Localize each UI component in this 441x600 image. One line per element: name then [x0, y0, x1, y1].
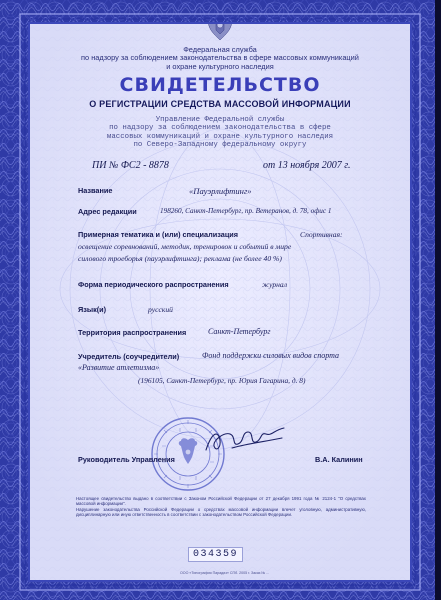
printing-note: ООО «Типография Парадиз» СПб. 2005 г. Заказ № ... — [180, 571, 270, 575]
territory-label: Территория распространения — [78, 328, 187, 337]
signature-icon — [202, 424, 288, 460]
address-value: 198260, Санкт-Петербург, пр. Ветеранов, д. 78, офис 1 — [160, 207, 332, 215]
certificate-body — [30, 24, 410, 580]
legal-notice-2: Нарушение законодательства Российской Федерации о средствах массовой информации влечет уголовную, административную, дисциплинарную или иную ответственность в соответствии с законодательством Российской Федерации. — [76, 506, 366, 518]
legal-notice — [76, 496, 366, 518]
topic-value-2: освещение соревнований, методик, тренировок и событий в мире — [78, 242, 292, 251]
serial-number: 034359 — [188, 547, 243, 562]
department-line-4: по Северо-Западному федеральному округу — [133, 141, 307, 150]
founder-value-2: «Развитие атлетизма» — [78, 363, 160, 372]
authority-line-2: по надзору за соблюдением законодательства в сфере массовых коммуникаций — [81, 53, 359, 63]
department-line-3: массовых коммуникаций и охране культурного наследия — [106, 132, 334, 141]
eagle-emblem-icon — [201, 24, 239, 44]
department-line-1: Управление Федеральной службы — [155, 116, 285, 124]
topic-label: Примерная тематика и (или) специализация — [78, 230, 239, 239]
document-subtitle: О РЕГИСТРАЦИИ СРЕДСТВА МАССОВОЙ ИНФОРМАЦИИ — [89, 99, 351, 109]
signatory-name: В.А. Калинин — [315, 455, 363, 464]
issuing-authority — [30, 46, 410, 71]
department-line-2: по надзору за соблюдением законодательства в сфере — [109, 124, 331, 133]
topic-value-1: Спортивная: — [300, 230, 343, 239]
address-label: Адрес редакции — [78, 207, 137, 216]
form-value: журнал — [262, 280, 288, 289]
signatory-role: Руководитель Управления — [78, 455, 175, 464]
founder-value-3: (196105, Санкт-Петербург, пр. Юрия Гагарина, д. 8) — [138, 376, 306, 385]
authority-line-1: Федеральная служба — [183, 45, 257, 54]
language-label: Язык(и) — [78, 305, 107, 314]
form-label: Форма периодического распространения — [78, 280, 229, 289]
founder-label: Учредитель (соучредители) — [78, 352, 180, 361]
name-label: Название — [78, 186, 113, 195]
registration-date: от 13 ноября 2007 г. — [263, 160, 351, 171]
authority-line-3: и охране культурного наследия — [166, 61, 274, 71]
legal-notice-1: Настоящее свидетельство выдано в соответствии с Законом Российской Федерации от 27 декабря 1991 года № 2124-1 "О средствах массовой информации". — [76, 496, 366, 507]
regional-department — [30, 116, 410, 150]
registration-number: ПИ № ФС2 - 8878 — [92, 160, 169, 171]
document-title: СВИДЕТЕЛЬСТВО — [119, 74, 321, 96]
scan-edge-shadow — [435, 0, 441, 600]
territory-value: Санкт-Петербург — [208, 327, 271, 336]
name-value: «Пауэрлифтинг» — [189, 186, 252, 196]
founder-value-1: Фонд поддержки силовых видов спорта — [202, 351, 339, 360]
language-value: русский — [148, 305, 173, 314]
topic-value-3: силового троеборья (пауэрлифтинга); реклама (не более 40 %) — [78, 254, 282, 263]
